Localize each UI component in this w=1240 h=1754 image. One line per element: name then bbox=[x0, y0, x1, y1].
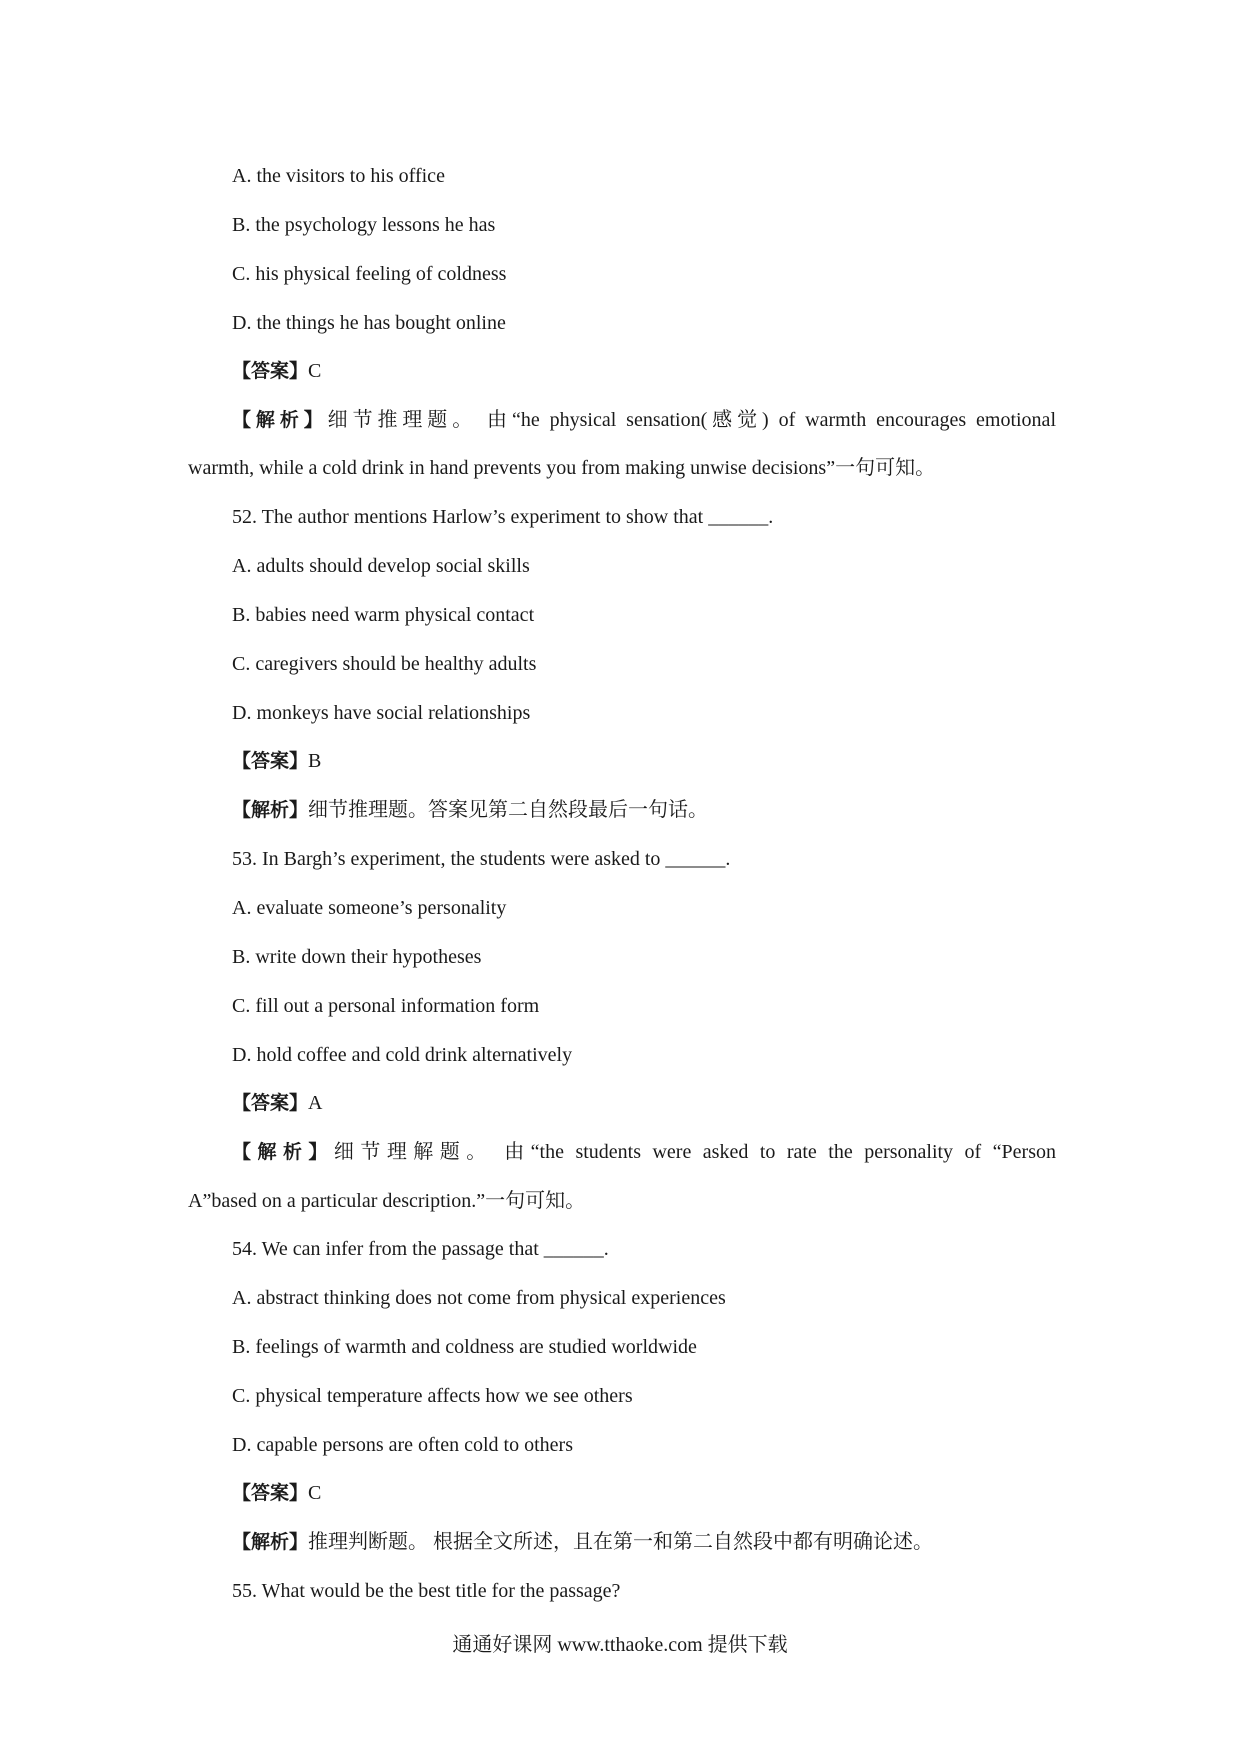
analysis-line bbox=[232, 797, 708, 823]
analysis-line bbox=[232, 1139, 1056, 1165]
analysis-label: 【解析】 bbox=[232, 1141, 334, 1163]
analysis-label: 【解析】 bbox=[232, 1531, 309, 1553]
option-a: A. abstract thinking does not come from physical experiences bbox=[232, 1287, 726, 1309]
analysis-text: 细节推理题。 由“he physical sensation(感觉) of warmth encourages emotional bbox=[327, 409, 1056, 431]
question-53: 53. In Bargh’s experiment, the students were asked to ______. bbox=[232, 848, 731, 870]
option-c: C. physical temperature affects how we see others bbox=[232, 1385, 633, 1407]
answer-line bbox=[232, 1090, 322, 1116]
analysis-text: 细节理解题。 由“the students were asked to rate the personality of “Person bbox=[333, 1141, 1056, 1163]
question-55: 55. What would be the best title for the passage? bbox=[232, 1580, 621, 1602]
analysis-text: 细节推理题。答案见第二自然段最后一句话。 bbox=[308, 799, 709, 821]
option-b: B. babies need warm physical contact bbox=[232, 604, 535, 626]
answer-value: A bbox=[308, 1092, 323, 1114]
answer-line bbox=[232, 358, 321, 384]
answer-label: 【答案】 bbox=[232, 1092, 309, 1114]
option-b: B. write down their hypotheses bbox=[232, 946, 482, 968]
question-54: 54. We can infer from the passage that ______. bbox=[232, 1238, 609, 1260]
answer-label: 【答案】 bbox=[232, 360, 309, 382]
option-d: D. hold coffee and cold drink alternatively bbox=[232, 1044, 573, 1066]
option-c: C. his physical feeling of coldness bbox=[232, 263, 507, 285]
option-a: A. the visitors to his office bbox=[232, 165, 445, 187]
page-footer: 通通好课网 www.tthaoke.com 提供下载 bbox=[452, 1634, 788, 1656]
option-d: D. monkeys have social relationships bbox=[232, 702, 531, 724]
answer-label: 【答案】 bbox=[232, 750, 309, 772]
answer-value: C bbox=[308, 360, 322, 382]
answer-label: 【答案】 bbox=[232, 1482, 309, 1504]
analysis-label: 【解析】 bbox=[232, 409, 328, 431]
answer-value: C bbox=[308, 1482, 322, 1504]
analysis-continuation: A”based on a particular description.”一句可知。 bbox=[188, 1190, 586, 1212]
option-b: B. feelings of warmth and coldness are studied worldwide bbox=[232, 1336, 697, 1358]
question-52: 52. The author mentions Harlow’s experiment to show that ______. bbox=[232, 506, 774, 528]
option-a: A. adults should develop social skills bbox=[232, 555, 530, 577]
analysis-text: 推理判断题。 根据全文所述，且在第一和第二自然段中都有明确论述。 bbox=[308, 1531, 934, 1553]
option-d: D. capable persons are often cold to others bbox=[232, 1434, 573, 1456]
option-b: B. the psychology lessons he has bbox=[232, 214, 496, 236]
answer-line bbox=[232, 1480, 321, 1506]
option-c: C. fill out a personal information form bbox=[232, 995, 540, 1017]
option-c: C. caregivers should be healthy adults bbox=[232, 653, 537, 675]
answer-value: B bbox=[308, 750, 322, 772]
option-d: D. the things he has bought online bbox=[232, 312, 506, 334]
analysis-line bbox=[232, 407, 1056, 433]
analysis-label: 【解析】 bbox=[232, 799, 309, 821]
answer-line bbox=[232, 748, 321, 774]
analysis-line bbox=[232, 1529, 933, 1555]
option-a: A. evaluate someone’s personality bbox=[232, 897, 507, 919]
analysis-continuation: warmth, while a cold drink in hand prevents you from making unwise decisions”一句可知。 bbox=[188, 457, 936, 479]
